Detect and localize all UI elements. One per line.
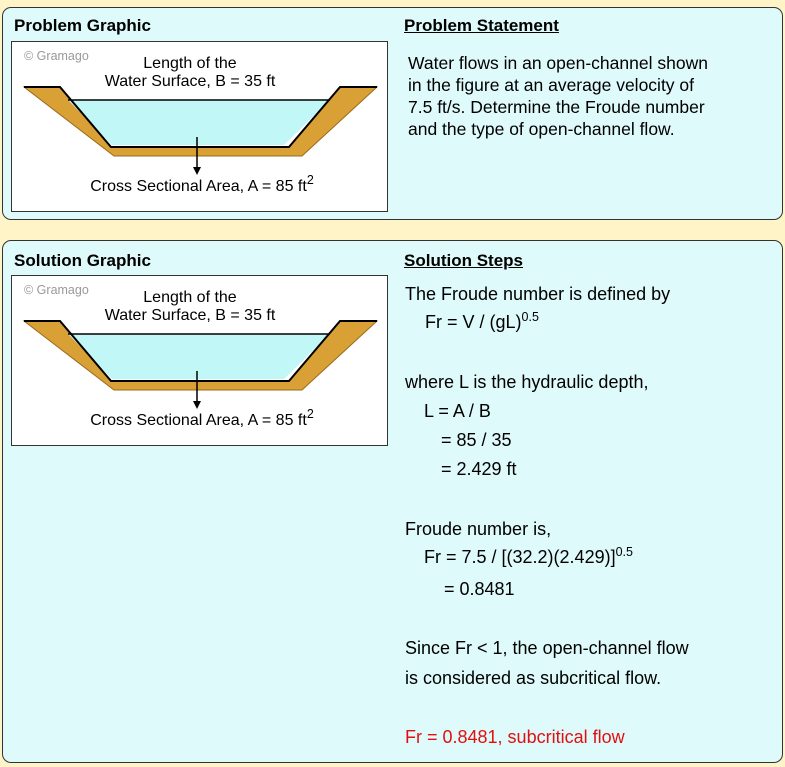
solution-graphic-heading: Solution Graphic [14, 251, 151, 270]
copyright-text: © Gramago [24, 283, 89, 297]
problem-panel [2, 7, 783, 220]
area-label-text: Cross Sectional Area, A = 85 ft [90, 412, 307, 429]
area-label-exponent: 2 [306, 173, 314, 187]
channel-water [68, 334, 330, 379]
problem-graphic-heading: Problem Graphic [14, 16, 151, 35]
step-froude-formula-text: Fr = V / (gL) [425, 312, 522, 332]
copyright-text: © Gramago [24, 49, 89, 63]
surface-label-line1: Length of the [143, 289, 237, 306]
step-depth-substitution: = 85 / 35 [441, 430, 512, 450]
statement-line-2: in the figure at an average velocity of [408, 75, 695, 95]
statement-line-4: and the type of open-channel flow. [408, 119, 675, 139]
step-froude-formula [425, 312, 539, 333]
step-froude-intro: Froude number is, [405, 519, 552, 539]
area-label-text: Cross Sectional Area, A = 85 ft [90, 178, 307, 195]
step-conclusion-line2: is considered as subcritical flow. [405, 668, 662, 688]
solution-steps-heading: Solution Steps [404, 251, 523, 270]
step-hydraulic-depth-intro: where L is the hydraulic depth, [405, 372, 649, 392]
step-froude-substitution-text: Fr = 7.5 / [(32.2)(2.429)] [424, 547, 616, 567]
step-conclusion-line1: Since Fr < 1, the open-channel flow [405, 638, 689, 658]
step-depth-result: = 2.429 ft [441, 459, 517, 479]
statement-line-1: Water flows in an open-channel shown [408, 53, 708, 73]
problem-graphic [11, 41, 388, 212]
solution-panel [2, 240, 783, 763]
problem-statement-heading: Problem Statement [404, 16, 559, 35]
surface-label-line2: Water Surface, B = 35 ft [104, 307, 276, 324]
step-froude-substitution-exponent: 0.5 [615, 545, 633, 559]
surface-label-line2: Water Surface, B = 35 ft [104, 73, 276, 90]
area-arrow-head [193, 401, 201, 409]
area-arrow-head [193, 167, 201, 175]
area-label [52, 173, 352, 196]
area-label [52, 407, 352, 430]
step-depth-formula: L = A / B [424, 401, 491, 421]
statement-line-3: 7.5 ft/s. Determine the Froude number [408, 97, 705, 117]
area-label-exponent: 2 [306, 407, 314, 421]
surface-label-line1: Length of the [143, 55, 237, 72]
solution-graphic [11, 275, 388, 446]
step-froude-substitution [424, 547, 633, 568]
step-froude-result: = 0.8481 [444, 579, 515, 599]
channel-water [68, 100, 330, 145]
step-froude-definition-intro: The Froude number is defined by [405, 284, 671, 304]
step-froude-formula-exponent: 0.5 [521, 310, 539, 324]
final-answer: Fr = 0.8481, subcritical flow [405, 727, 625, 747]
